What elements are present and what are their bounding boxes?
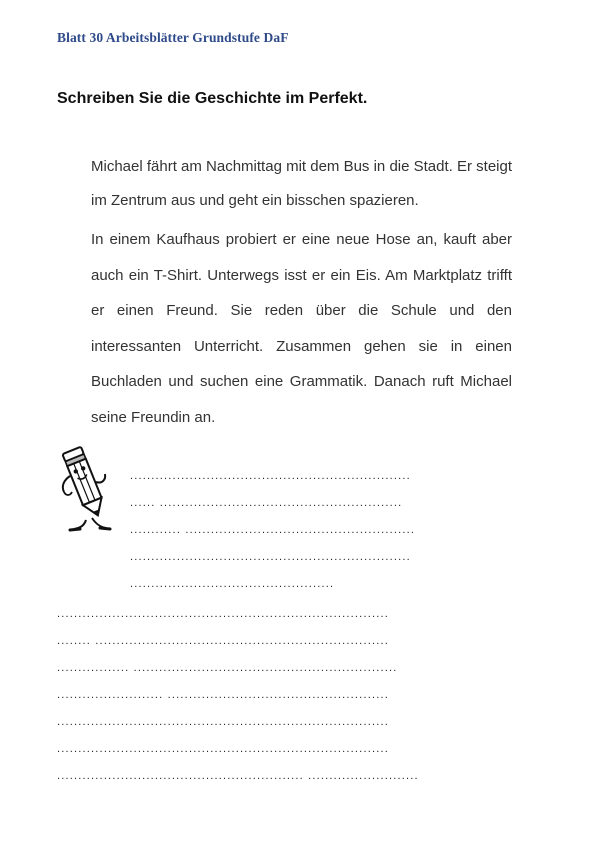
writing-line[interactable]: ................................................	[130, 578, 335, 590]
writing-line[interactable]: ..................................................................	[130, 470, 411, 482]
worksheet-header: Blatt 30 Arbeitsblätter Grundstufe DaF	[57, 30, 289, 45]
writing-line[interactable]: ...... .........................................................	[130, 497, 403, 509]
writing-line[interactable]: ..................................................................	[130, 551, 411, 563]
writing-line[interactable]: ..............................................................................	[57, 608, 389, 620]
writing-line[interactable]: ..............................................................................	[57, 716, 389, 728]
story-paragraph-1: Michael fährt am Nachmittag mit dem Bus in die Stadt. Er steigt im Zentrum aus und geht ein bisschen spazieren.	[91, 158, 513, 209]
writing-line[interactable]: .......................................................... ..........................	[57, 770, 419, 782]
writing-line[interactable]: ......................... ....................................................	[57, 689, 389, 701]
writing-line[interactable]: ................. ..............................................................	[57, 662, 398, 674]
pencil-character-icon	[56, 436, 112, 536]
writing-line[interactable]: ..............................................................................	[57, 743, 389, 755]
task-instruction: Schreiben Sie die Geschichte im Perfekt.	[57, 90, 368, 107]
story-text	[91, 150, 512, 435]
story-paragraph-2: In einem Kaufhaus probiert er eine neue Hose an, kauft aber auch ein T-Shirt. Unterwegs isst er ein Eis. Am Marktplatz trifft er einen Freund. Sie reden über die Schule und den interessanten Unterricht. Zusammen gehen sie in einen Buchladen und suchen eine Grammatik. Danach ruft Michael seine Freundin an.	[91, 231, 512, 426]
writing-line[interactable]: ............ ......................................................	[130, 524, 416, 536]
writing-line[interactable]: ........ .....................................................................	[57, 635, 389, 647]
